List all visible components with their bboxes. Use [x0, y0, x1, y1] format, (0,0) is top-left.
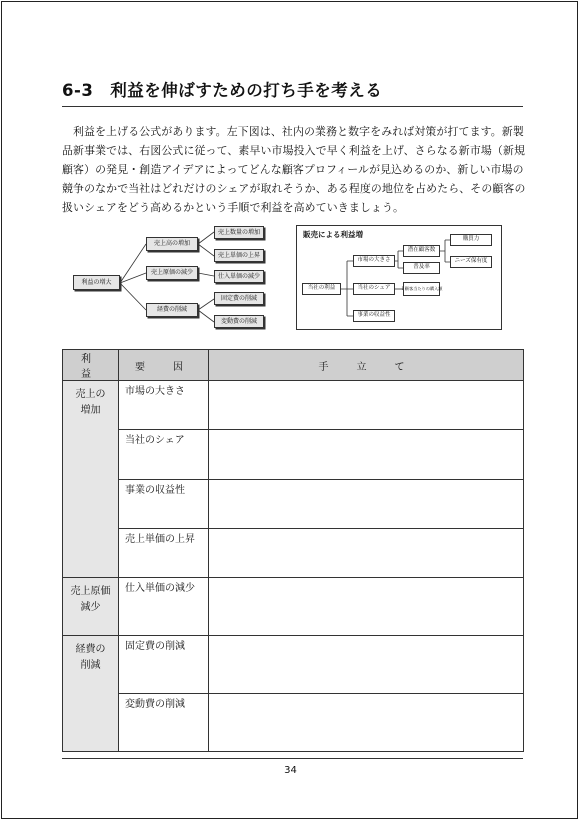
tree-node-expense-cut: 経費の削減 [146, 303, 198, 317]
section-heading: 6-3 利益を伸ばすための打ち手を考える [62, 81, 383, 100]
intro-paragraph [62, 122, 530, 217]
table-row [63, 578, 524, 636]
factor-cell: 売上単価の上昇 [119, 529, 209, 578]
intro-line: 競争のなかで当社はどれだけのシェアが取れそうか、ある程度の地位を占めたら、その顧客の [62, 182, 526, 195]
tree-node-cost-price-down: 売上原価の減少 [146, 266, 198, 280]
table-row [63, 636, 524, 694]
heading-rule [62, 106, 523, 107]
category-cost-price-down: 売上原価 減少 [63, 578, 119, 636]
factor-cell: 固定費の削減 [119, 636, 209, 694]
sales-diagram-title: 販売による利益増 [303, 230, 363, 239]
sales-node-purchasing-power: 購買力 [450, 234, 492, 246]
factor-cell: 事業の収益性 [119, 480, 209, 529]
table-row [63, 529, 524, 578]
header-profit: 利 益 [63, 350, 119, 381]
sales-node-company-share: 当社のシェア [353, 283, 395, 295]
table-row [63, 430, 524, 480]
footer-rule [62, 758, 523, 759]
intro-line: 利益を上げる公式があります。左下図は、社内の業務と数字をみれば対策が打てます。新製 [73, 125, 524, 138]
measure-input-cell[interactable] [209, 381, 524, 430]
measure-input-cell[interactable] [209, 430, 524, 480]
sales-node-per-customer-purchase: １顧客当たりの購入額 [403, 282, 440, 296]
header-measures: 手 立 て [209, 350, 524, 381]
tree-node-sales-volume-up: 売上数量の増加 [214, 226, 264, 239]
page-number: 34 [284, 765, 297, 776]
tree-node-sales-increase: 売上高の増加 [146, 237, 198, 251]
sales-node-needs-fit: ニーズ保有度 [450, 256, 492, 268]
measure-input-cell[interactable] [209, 578, 524, 636]
tree-node-root: 利益の増大 [73, 275, 120, 290]
measure-input-cell[interactable] [209, 694, 524, 752]
measure-input-cell[interactable] [209, 529, 524, 578]
tree-node-fixed-cost-cut: 固定費の削減 [214, 292, 264, 305]
table-row [63, 694, 524, 752]
sales-node-penetration: 普及率 [403, 262, 440, 274]
factor-cell: 変動費の削減 [119, 694, 209, 752]
tree-node-purchase-price-down: 仕入単価の減少 [214, 270, 264, 283]
factor-cell: 当社のシェア [119, 430, 209, 480]
measure-input-cell[interactable] [209, 636, 524, 694]
factor-cell: 市場の大きさ [119, 381, 209, 430]
intro-line: 扱いシェアをどう高めるかという手順で利益を高めていきましょう。 [62, 201, 405, 214]
intro-line: 品新事業では、右図公式に従って、素早い市場投入で早く利益を上げ、さらなる新市場（新規 [62, 144, 526, 157]
tree-node-variable-cost-cut: 変動費の削減 [214, 315, 264, 328]
sales-node-business-profitability: 事業の収益性 [353, 310, 395, 322]
category-expense-cut: 経費の 削減 [63, 636, 119, 752]
header-factor: 要 因 [119, 350, 209, 381]
table-row [63, 381, 524, 430]
sales-node-market-size: 市場の大きさ [353, 255, 395, 267]
table-header-row [63, 350, 524, 381]
category-sales-increase: 売上の 増加 [63, 381, 119, 578]
sales-node-potential-customers: 潜在顧客数 [403, 245, 440, 257]
table-row [63, 480, 524, 529]
tree-node-sales-price-up: 売上単価の上昇 [214, 249, 264, 262]
profit-plan-table [62, 349, 524, 752]
measure-input-cell[interactable] [209, 480, 524, 529]
sales-node-root: 当社の利益 [302, 283, 341, 295]
intro-line: 顧客）の発見・創造アイデアによってどんな顧客プロフィールが見込めるのか、新しい市場の [62, 163, 524, 176]
factor-cell: 仕入単価の減少 [119, 578, 209, 636]
